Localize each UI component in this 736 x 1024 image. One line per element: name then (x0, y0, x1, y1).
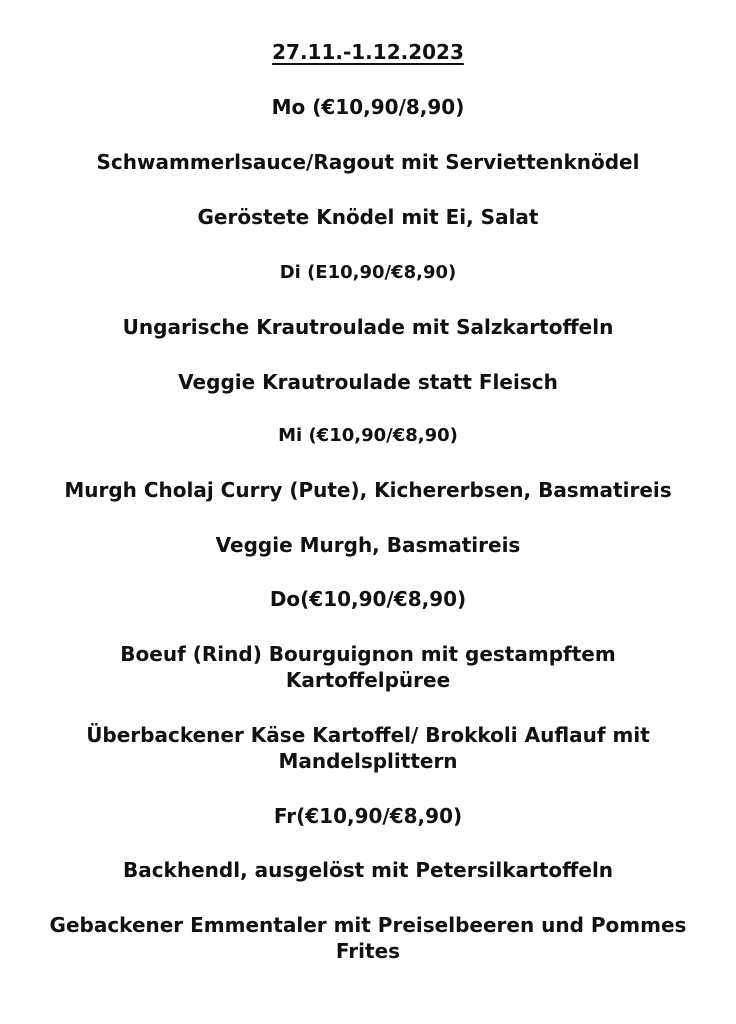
dish-fr-1: Backhendl, ausgelöst mit Petersilkartoffeln (122, 858, 614, 882)
dish-mi-1: Murgh Cholaj Curry (Pute), Kichererbsen, Basmatireis (64, 478, 672, 502)
dish-do-2: Überbackener Käse Kartoffel/ Brokkoli Auflauf mit Mandelsplittern (86, 723, 650, 773)
dish-mo-2: Geröstete Knödel mit Ei, Salat (197, 205, 539, 229)
date-range: 27.11.-1.12.2023 (272, 40, 464, 64)
dish-di-1: Ungarische Krautroulade mit Salzkartoffeln (122, 315, 614, 339)
day-header-do: Do(€10,90/€8,90) (269, 587, 467, 611)
day-header-mo: Mo (€10,90/8,90) (271, 95, 465, 119)
dish-mo-1: Schwammerlsauce/Ragout mit Serviettenknödel (96, 150, 640, 174)
dish-fr-2: Gebackener Emmentaler mit Preiselbeeren und Pommes Frites (49, 913, 687, 963)
dish-di-2: Veggie Krautroulade statt Fleisch (178, 370, 558, 394)
dish-mi-2: Veggie Murgh, Basmatireis (215, 533, 521, 557)
day-header-fr: Fr(€10,90/€8,90) (273, 804, 463, 828)
day-header-mi: Mi (€10,90/€8,90) (278, 425, 458, 446)
dish-do-1: Boeuf (Rind) Bourguignon mit gestampftem Kartoffelpüree (120, 642, 616, 692)
day-header-di: Di (E10,90/€8,90) (279, 262, 457, 283)
